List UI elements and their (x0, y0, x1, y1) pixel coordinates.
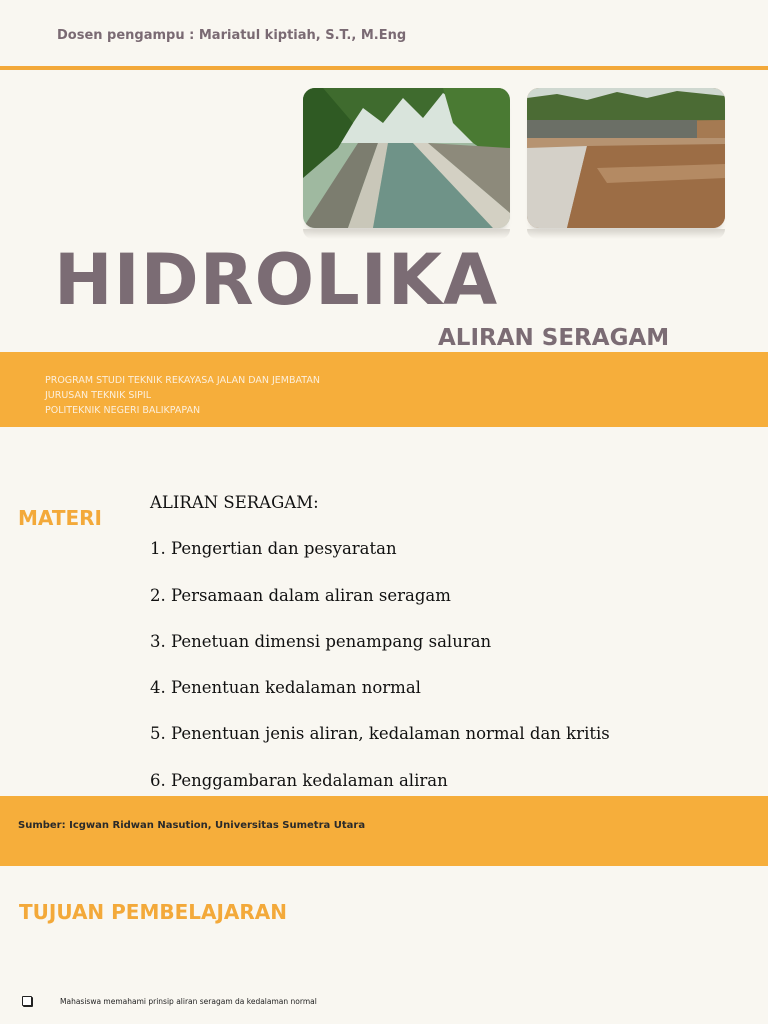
institution-line: JURUSAN TEKNIK SIPIL (45, 390, 151, 401)
institution-line: POLITEKNIK NEGERI BALIKPAPAN (45, 405, 201, 416)
materi-list (150, 490, 610, 814)
photo-reflection (527, 229, 725, 239)
list-item: 6. Penggambaran kedalaman aliran (150, 770, 448, 790)
list-item: 2. Persamaan dalam aliran seragam (150, 585, 451, 605)
list-item: 3. Penetuan dimensi penampang saluran (150, 631, 492, 651)
header-divider (0, 66, 768, 70)
institution-band (0, 352, 768, 427)
weir-photo (527, 88, 725, 228)
source-citation: Sumber: Icgwan Ridwan Nasution, Universitas Sumetra Utara (18, 820, 366, 831)
slide-subtitle: ALIRAN SERAGAM (438, 325, 670, 351)
slide-title: HIDROLIKA (54, 239, 499, 321)
list-item: 5. Penentuan jenis aliran, kedalaman normal dan kritis (150, 724, 610, 744)
materi-heading: MATERI (18, 506, 102, 530)
list-item: 1. Pengertian dan pesyaratan (150, 539, 397, 559)
objective-text: Mahasiswa memahami prinsip aliran seragam da kedalaman normal (60, 997, 317, 1006)
lecturer-name: Dosen pengampu : Mariatul kiptiah, S.T., M.Eng (57, 28, 407, 43)
photo-reflection (303, 229, 510, 239)
canal-photo (303, 88, 510, 228)
list-item: ALIRAN SERAGAM: (150, 493, 319, 512)
institution-line: PROGRAM STUDI TEKNIK REKAYASA JALAN DAN JEMBATAN (45, 375, 320, 386)
checkbox-bullet-icon (22, 996, 32, 1006)
source-band (0, 796, 768, 866)
list-item: 4. Penentuan kedalaman normal (150, 678, 421, 698)
tujuan-heading: TUJUAN PEMBELAJARAN (19, 900, 288, 924)
